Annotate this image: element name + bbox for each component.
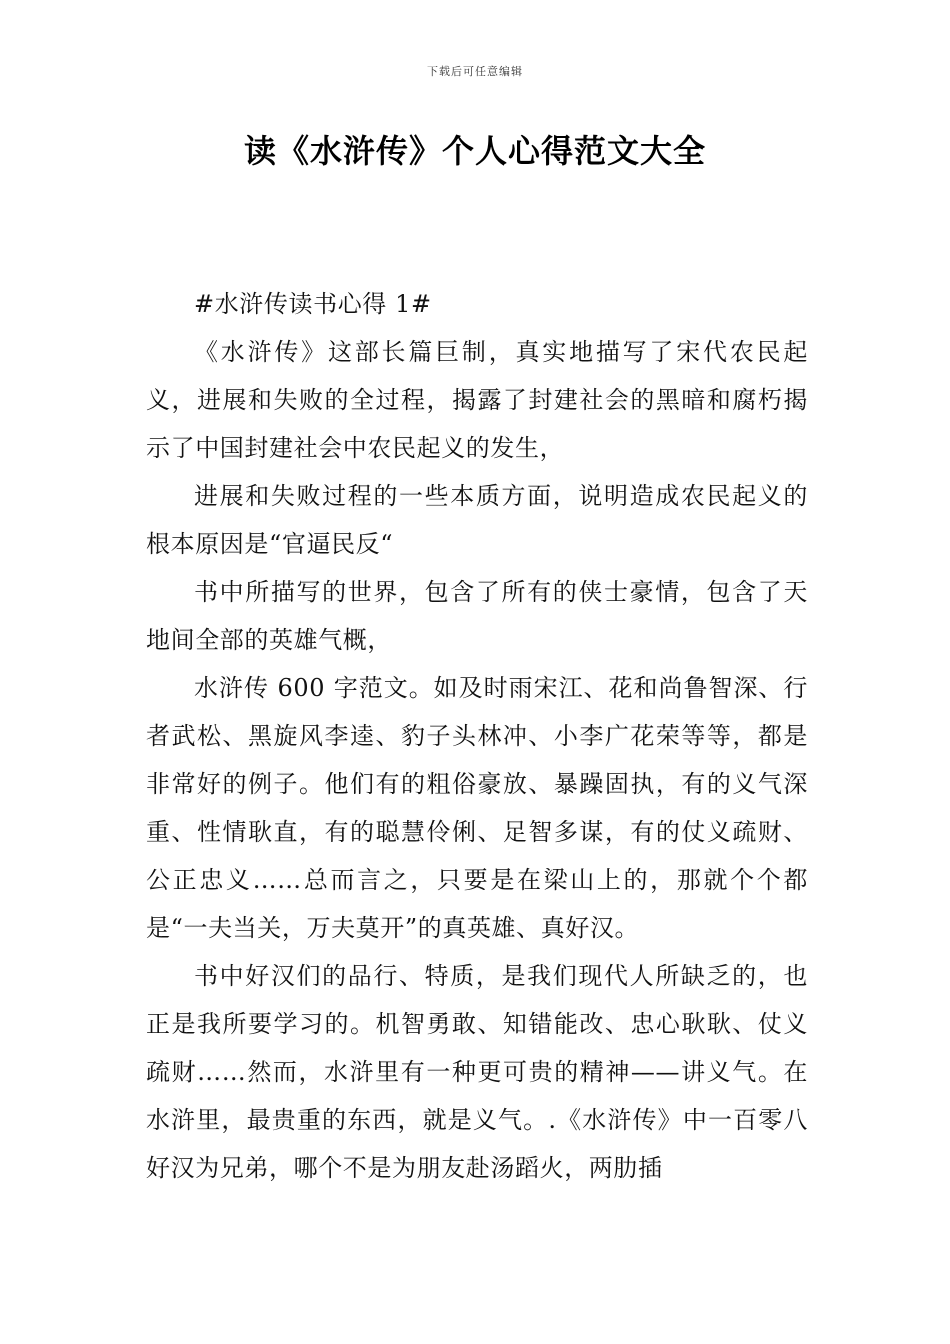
paragraph: 进展和失败过程的一些本质方面，说明造成农民起义的根本原因是“官逼民反“ (146, 482, 808, 558)
section-heading: #水浒传读书心得 1# (194, 290, 432, 318)
paragraph: 水浒传 600 字范文。如及时雨宋江、花和尚鲁智深、行者武松、黑旋风李逵、豹子头林冲、小李广花荣等等，都是非常好的例子。他们有的粗俗豪放、暴躁固执，有的义气深重、性情耿直，有的聪慧伶俐、足智多谋，有的仗义疏财、公正忠义……总而言之，只要是在梁山上的，那就个个都是“一夫当关，万夫莫开”的真英雄、真好汉。 (146, 674, 808, 942)
document-body (146, 280, 808, 1192)
header-note: 下载后可任意编辑 (427, 65, 523, 78)
paragraph: 书中好汉们的品行、特质，是我们现代人所缺乏的，也正是我所要学习的。机智勇敢、知错能改、忠心耿耿、仗义疏财……然而，水浒里有一种更可贵的精神——讲义气。在水浒里，最贵重的东西，就是义气。.《水浒传》中一百零八好汉为兄弟，哪个不是为朋友赴汤蹈火，两肋插 (146, 962, 808, 1182)
document-title: 读《水浒传》个人心得范文大全 (243, 132, 706, 170)
paragraph: 《水浒传》这部长篇巨制，真实地描写了宋代农民起义，进展和失败的全过程，揭露了封建社会的黑暗和腐朽揭示了中国封建社会中农民起义的发生， (146, 338, 808, 462)
paragraph: 书中所描写的世界，包含了所有的侠士豪情，包含了天地间全部的英雄气概， (146, 578, 808, 654)
